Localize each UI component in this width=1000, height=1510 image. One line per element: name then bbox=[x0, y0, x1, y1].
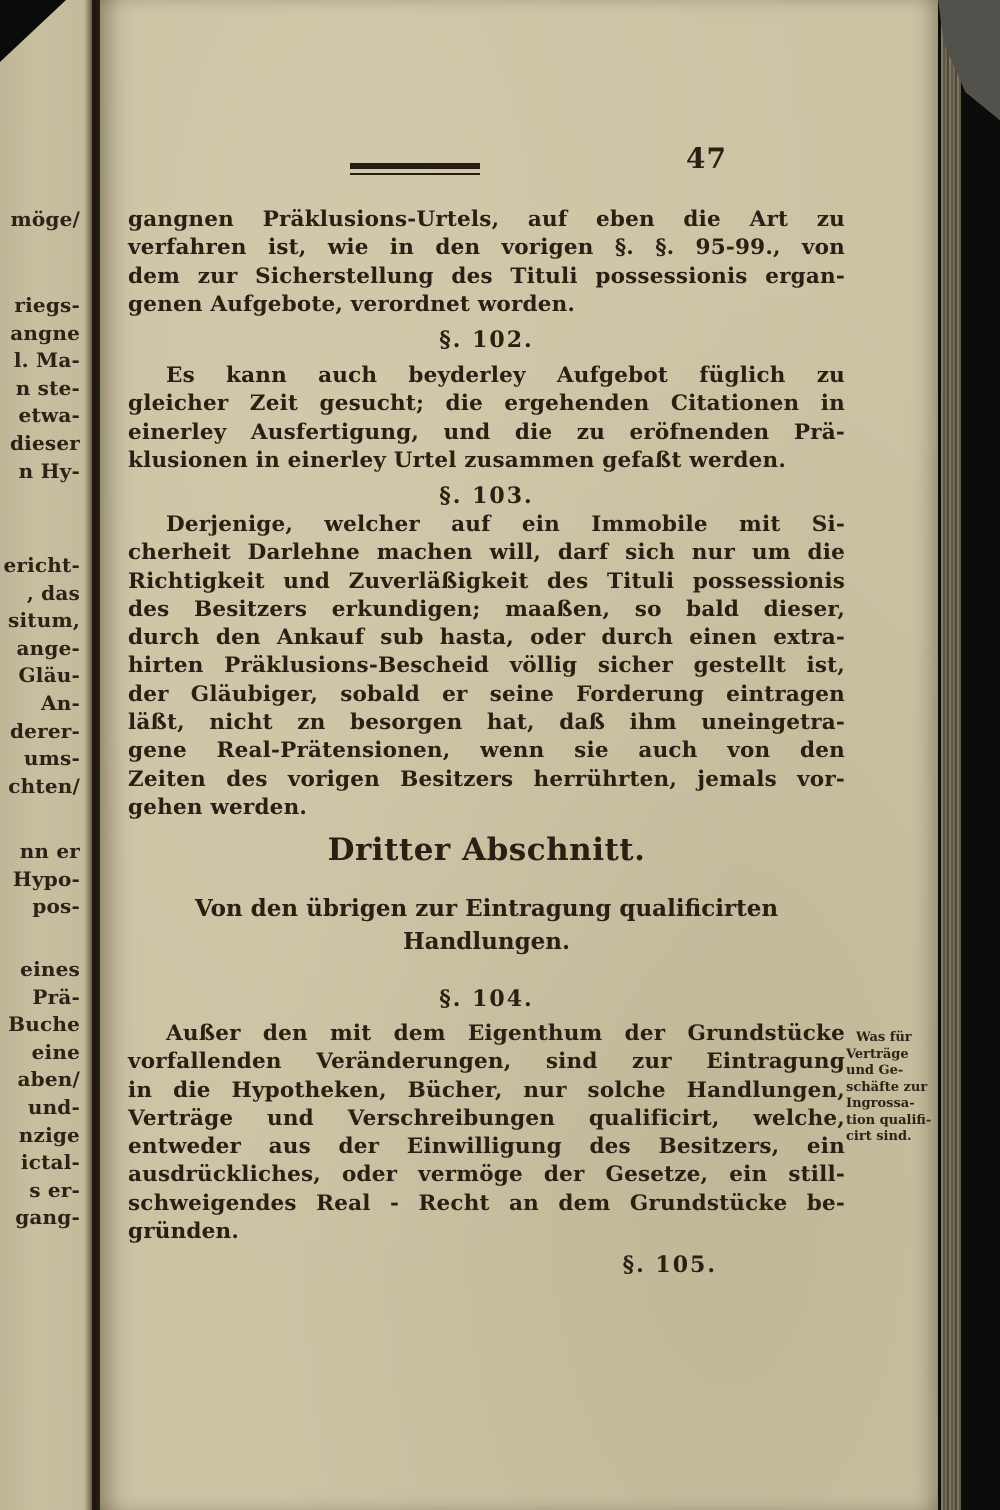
text-line: Was für bbox=[856, 1030, 912, 1045]
text-line: s er- bbox=[29, 1177, 80, 1202]
facing-page-edge bbox=[0, 0, 92, 1510]
paragraph-102 bbox=[128, 362, 845, 475]
text-line: chten/ bbox=[8, 773, 80, 798]
text-line: und- bbox=[27, 1094, 80, 1119]
text-line: Zeiten des vorigen Besitzers herrührten, jemals vor- bbox=[128, 766, 845, 792]
text-line: ums- bbox=[23, 746, 80, 771]
text-line: ictal- bbox=[20, 1150, 80, 1175]
text-line: gründen. bbox=[128, 1219, 240, 1245]
text-line: und Ge- bbox=[846, 1063, 904, 1078]
text-line: etwa- bbox=[18, 403, 80, 428]
text-line: eine bbox=[31, 1039, 80, 1064]
header-rule bbox=[350, 163, 480, 175]
text-line: gangnen Präklusions-Urtels, auf eben die Art zu bbox=[128, 207, 845, 232]
text-line: Es kann auch beyderley Aufgebot füglich zu bbox=[166, 363, 845, 388]
text-line: l. Ma- bbox=[13, 348, 80, 373]
text-line: des Besitzers erkundigen; maaßen, so bald dieser, bbox=[128, 596, 845, 622]
text-line: Buche bbox=[8, 1012, 80, 1037]
text-line: Derjenige, welcher auf ein Immobile mit Si- bbox=[166, 512, 845, 537]
text-line: nzige bbox=[18, 1122, 80, 1147]
cover-corner bbox=[928, 0, 1000, 128]
book-edge-right bbox=[938, 0, 1000, 1510]
section-label-103: §. 103. bbox=[439, 483, 534, 509]
text-line: nn er bbox=[19, 839, 80, 863]
text-line: Richtigkeit und Zuverläßigkeit des Tituli possessionis bbox=[128, 568, 845, 594]
text-line: riegs- bbox=[14, 293, 80, 317]
text-line: n ste- bbox=[15, 375, 80, 400]
text-line: Hypo- bbox=[12, 866, 80, 891]
paragraph-continuation bbox=[128, 206, 845, 319]
text-line: verfahren ist, wie in den vorigen §. §. 95-99., von bbox=[128, 235, 845, 261]
text-line: gehen werden. bbox=[128, 794, 308, 820]
text-line: Handlungen. bbox=[402, 928, 571, 955]
text-line: n Hy- bbox=[18, 458, 80, 483]
text-line: Verträge und Verschreibungen qualificirt, welche, bbox=[128, 1105, 845, 1131]
paragraph-103 bbox=[128, 511, 845, 822]
text-line: gang- bbox=[15, 1205, 80, 1230]
text-line: Verträge bbox=[846, 1046, 909, 1062]
text-line: eines bbox=[20, 957, 80, 981]
shadow-corner bbox=[0, 0, 66, 62]
chapter-heading: Dritter Abschnitt. bbox=[327, 832, 646, 868]
text-line: Außer den mit dem Eigenthum der Grundstücke bbox=[166, 1021, 845, 1046]
text-line: situm, bbox=[8, 608, 80, 633]
text-line: Ingrossa- bbox=[846, 1096, 915, 1111]
page-number: 47 bbox=[686, 142, 727, 175]
text-line: pos- bbox=[32, 894, 80, 919]
text-line: ericht- bbox=[3, 553, 80, 577]
text-line: tion qualifi- bbox=[846, 1112, 932, 1128]
facing-fragment-group bbox=[0, 838, 80, 921]
text-line: angne bbox=[10, 320, 80, 345]
text-line: hirten Präklusions-Bescheid völlig sicher gestellt ist, bbox=[128, 653, 845, 679]
text-line: Gläu- bbox=[18, 663, 80, 688]
facing-fragment-group bbox=[0, 552, 80, 800]
section-label-104: §. 104. bbox=[439, 986, 534, 1012]
section-label-102: §. 102. bbox=[439, 327, 534, 353]
text-line: durch den Ankauf sub hasta, oder durch einen extra- bbox=[128, 625, 845, 651]
text-line: entweder aus der Einwilligung des Besitzers, ein bbox=[128, 1134, 845, 1160]
text-line: gene Real-Prätensionen, wenn sie auch von den bbox=[128, 738, 845, 764]
text-line: der Gläubiger, sobald er seine Forderung eintragen bbox=[128, 681, 845, 707]
book-page bbox=[100, 0, 938, 1510]
text-line: genen Aufgebote, verordnet worden. bbox=[128, 291, 576, 317]
text-line: cherheit Darlehne machen will, darf sich nur um die bbox=[128, 540, 845, 566]
text-line: schäfte zur bbox=[846, 1079, 928, 1095]
text-line: gleicher Zeit gesucht; die ergehenden Citationen in bbox=[128, 391, 845, 417]
page-edge-stack bbox=[941, 0, 961, 1510]
chapter-subheading bbox=[128, 892, 845, 958]
text-line: derer- bbox=[9, 718, 80, 743]
text-line: einerley Ausfertigung, und die zu eröfnenden Prä- bbox=[128, 419, 845, 445]
text-line: in die Hypotheken, Bücher, nur solche Handlungen, bbox=[128, 1077, 845, 1103]
text-line: Von den übrigen zur Eintragung qualificirten bbox=[194, 895, 779, 922]
text-line: klusionen in einerley Urtel zusammen gefaßt werden. bbox=[128, 447, 787, 473]
facing-fragment-group bbox=[0, 206, 80, 234]
text-line: ausdrückliches, oder vermöge der Gesetze, ein still- bbox=[128, 1162, 845, 1188]
text-line: läßt, nicht zn besorgen hat, daß ihm uneingetra- bbox=[128, 710, 845, 736]
text-line: aben/ bbox=[17, 1067, 80, 1092]
facing-fragment-group bbox=[0, 956, 80, 1232]
text-line: Prä- bbox=[32, 984, 80, 1009]
text-line: dieser bbox=[9, 430, 80, 455]
text-line: cirt sind. bbox=[846, 1129, 912, 1144]
text-line: ange- bbox=[16, 635, 80, 660]
facing-fragment-group bbox=[0, 292, 80, 485]
section-label-105: §. 105. bbox=[622, 1252, 717, 1278]
text-line: schweigendes Real - Recht an dem Grundstücke be- bbox=[128, 1190, 845, 1216]
text-line: dem zur Sicherstellung des Tituli possessionis ergan- bbox=[128, 263, 845, 289]
text-line: , das bbox=[26, 580, 80, 605]
margin-note bbox=[846, 1030, 942, 1146]
text-line: An- bbox=[41, 690, 80, 715]
text-line: möge/ bbox=[10, 207, 80, 231]
text-line: vorfallenden Veränderungen, sind zur Eintragung bbox=[128, 1049, 845, 1075]
paragraph-104 bbox=[128, 1020, 845, 1246]
